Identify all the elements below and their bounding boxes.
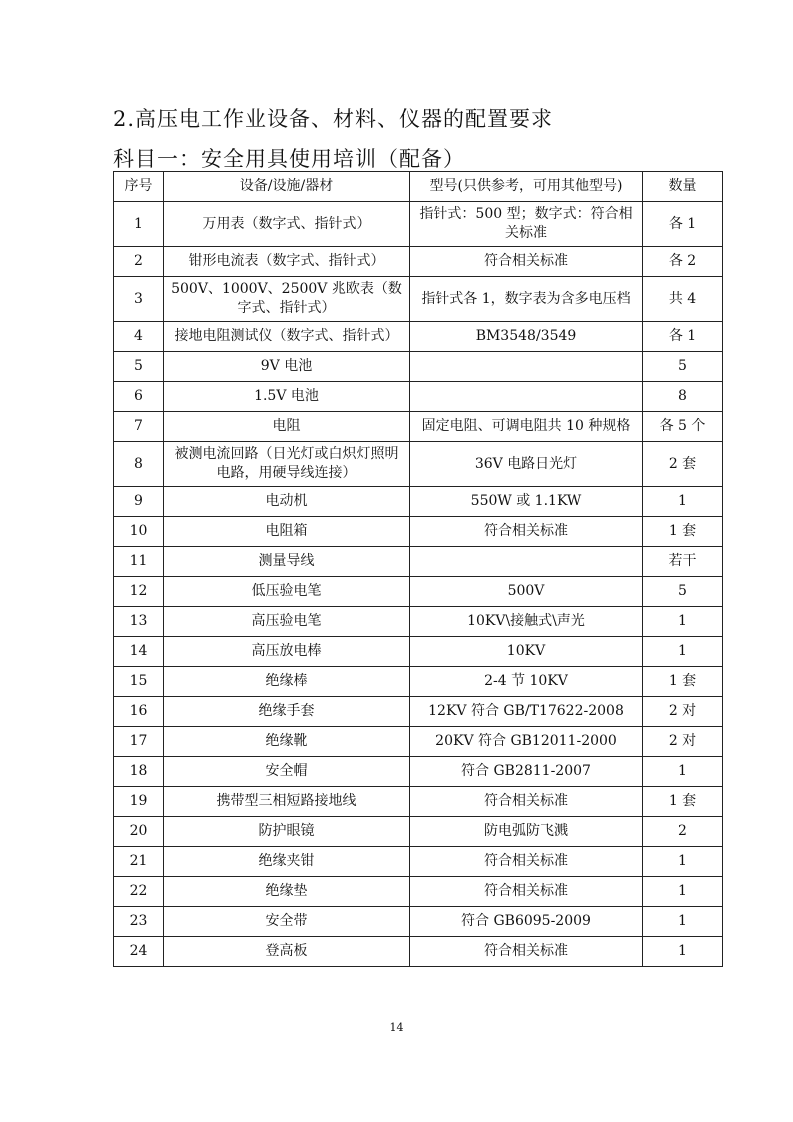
cell-quantity: 1	[643, 757, 723, 787]
cell-number: 15	[114, 667, 164, 697]
cell-model: 550W 或 1.1KW	[410, 487, 643, 517]
cell-equipment: 登高板	[164, 937, 410, 967]
cell-number: 3	[114, 277, 164, 322]
cell-number: 18	[114, 757, 164, 787]
equipment-table	[113, 171, 723, 967]
cell-number: 6	[114, 382, 164, 412]
table-row	[114, 277, 723, 322]
cell-number: 19	[114, 787, 164, 817]
cell-quantity: 2 套	[643, 442, 723, 487]
table-row	[114, 352, 723, 382]
cell-equipment: 绝缘手套	[164, 697, 410, 727]
cell-quantity: 2	[643, 817, 723, 847]
cell-number: 10	[114, 517, 164, 547]
cell-model: 符合相关标准	[410, 787, 643, 817]
cell-number: 2	[114, 247, 164, 277]
cell-model: 固定电阻、可调电阻共 10 种规格	[410, 412, 643, 442]
cell-equipment: 防护眼镜	[164, 817, 410, 847]
cell-number: 13	[114, 607, 164, 637]
cell-equipment: 绝缘靴	[164, 727, 410, 757]
cell-equipment: 测量导线	[164, 547, 410, 577]
cell-equipment: 9V 电池	[164, 352, 410, 382]
cell-number: 11	[114, 547, 164, 577]
cell-model: 指针式各 1，数字表为含多电压档	[410, 277, 643, 322]
table-row	[114, 937, 723, 967]
table-row	[114, 322, 723, 352]
cell-equipment: 高压放电棒	[164, 637, 410, 667]
cell-number: 16	[114, 697, 164, 727]
table-row	[114, 202, 723, 247]
cell-model	[410, 547, 643, 577]
cell-quantity: 1	[643, 847, 723, 877]
cell-number: 8	[114, 442, 164, 487]
cell-quantity: 若干	[643, 547, 723, 577]
cell-number: 9	[114, 487, 164, 517]
cell-equipment: 电阻箱	[164, 517, 410, 547]
cell-quantity: 2 对	[643, 727, 723, 757]
cell-number: 1	[114, 202, 164, 247]
table-row	[114, 907, 723, 937]
table-row	[114, 637, 723, 667]
subject-title: 科目一：安全用具使用培训（配备）	[113, 147, 465, 171]
cell-quantity: 1	[643, 637, 723, 667]
cell-model: 12KV 符合 GB/T17622-2008	[410, 697, 643, 727]
cell-equipment: 高压验电笔	[164, 607, 410, 637]
cell-number: 24	[114, 937, 164, 967]
table-row	[114, 487, 723, 517]
table-row	[114, 697, 723, 727]
cell-equipment: 被测电流回路（日光灯或白炽灯照明电路，用硬导线连接）	[164, 442, 410, 487]
cell-model: 2-4 节 10KV	[410, 667, 643, 697]
table-row	[114, 727, 723, 757]
cell-equipment: 安全带	[164, 907, 410, 937]
cell-model: 符合相关标准	[410, 847, 643, 877]
cell-model	[410, 352, 643, 382]
table-row	[114, 847, 723, 877]
cell-quantity: 各 5 个	[643, 412, 723, 442]
cell-equipment: 携带型三相短路接地线	[164, 787, 410, 817]
table-row	[114, 787, 723, 817]
cell-equipment: 1.5V 电池	[164, 382, 410, 412]
cell-quantity: 共 4	[643, 277, 723, 322]
cell-quantity: 1	[643, 607, 723, 637]
cell-quantity: 各 1	[643, 202, 723, 247]
cell-number: 5	[114, 352, 164, 382]
table-row	[114, 817, 723, 847]
cell-quantity: 1 套	[643, 667, 723, 697]
table-row	[114, 412, 723, 442]
cell-quantity: 1	[643, 487, 723, 517]
table-row	[114, 607, 723, 637]
cell-number: 22	[114, 877, 164, 907]
cell-number: 20	[114, 817, 164, 847]
cell-model: 10KV\接触式\声光	[410, 607, 643, 637]
table-row	[114, 757, 723, 787]
cell-quantity: 1	[643, 907, 723, 937]
table-row	[114, 442, 723, 487]
cell-model: 20KV 符合 GB12011-2000	[410, 727, 643, 757]
table-row	[114, 382, 723, 412]
cell-quantity: 各 1	[643, 322, 723, 352]
cell-equipment: 电动机	[164, 487, 410, 517]
cell-quantity: 1	[643, 877, 723, 907]
table-row	[114, 517, 723, 547]
cell-equipment: 绝缘棒	[164, 667, 410, 697]
cell-number: 7	[114, 412, 164, 442]
header-model: 型号(只供参考，可用其他型号)	[410, 172, 643, 202]
cell-quantity: 5	[643, 577, 723, 607]
table-row	[114, 577, 723, 607]
table-row	[114, 877, 723, 907]
table-row	[114, 247, 723, 277]
cell-model: 符合相关标准	[410, 247, 643, 277]
cell-number: 14	[114, 637, 164, 667]
cell-equipment: 500V、1000V、2500V 兆欧表（数字式、指针式）	[164, 277, 410, 322]
cell-model: 36V 电路日光灯	[410, 442, 643, 487]
cell-quantity: 8	[643, 382, 723, 412]
cell-equipment: 安全帽	[164, 757, 410, 787]
cell-model: 符合相关标准	[410, 877, 643, 907]
table-row	[114, 667, 723, 697]
cell-model: 10KV	[410, 637, 643, 667]
cell-model: 符合 GB6095-2009	[410, 907, 643, 937]
cell-equipment: 钳形电流表（数字式、指针式）	[164, 247, 410, 277]
cell-equipment: 绝缘垫	[164, 877, 410, 907]
cell-quantity: 2 对	[643, 697, 723, 727]
cell-quantity: 1 套	[643, 517, 723, 547]
cell-model: 500V	[410, 577, 643, 607]
cell-equipment: 接地电阻测试仪（数字式、指针式）	[164, 322, 410, 352]
cell-equipment: 低压验电笔	[164, 577, 410, 607]
cell-model: 符合相关标准	[410, 517, 643, 547]
section-heading: 2.高压电工作业设备、材料、仪器的配置要求	[113, 107, 554, 131]
header-quantity: 数量	[643, 172, 723, 202]
header-number: 序号	[114, 172, 164, 202]
cell-equipment: 万用表（数字式、指针式）	[164, 202, 410, 247]
cell-number: 21	[114, 847, 164, 877]
cell-quantity: 各 2	[643, 247, 723, 277]
cell-quantity: 5	[643, 352, 723, 382]
cell-model: 防电弧防飞溅	[410, 817, 643, 847]
cell-equipment: 电阻	[164, 412, 410, 442]
header-equipment: 设备/设施/器材	[164, 172, 410, 202]
table-row	[114, 547, 723, 577]
table-header-row	[114, 172, 723, 202]
cell-model: BM3548/3549	[410, 322, 643, 352]
cell-model: 符合相关标准	[410, 937, 643, 967]
page-number: 14	[389, 1021, 404, 1034]
cell-number: 12	[114, 577, 164, 607]
cell-model: 符合 GB2811-2007	[410, 757, 643, 787]
cell-model: 指针式：500 型；数字式：符合相关标准	[410, 202, 643, 247]
cell-model	[410, 382, 643, 412]
cell-quantity: 1 套	[643, 787, 723, 817]
cell-number: 4	[114, 322, 164, 352]
cell-equipment: 绝缘夹钳	[164, 847, 410, 877]
cell-number: 23	[114, 907, 164, 937]
cell-quantity: 1	[643, 937, 723, 967]
cell-number: 17	[114, 727, 164, 757]
